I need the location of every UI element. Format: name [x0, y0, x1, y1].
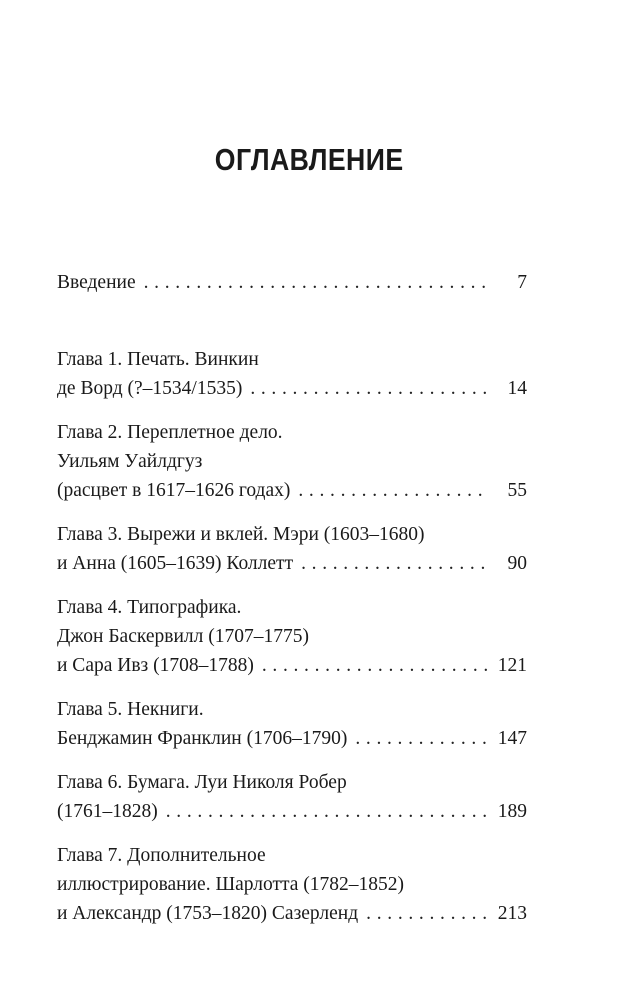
toc-entry-title: и Сара Ивз (1708–1788) — [57, 655, 254, 676]
leader-dots — [144, 268, 487, 297]
toc-entry-title: Глава 4. Типографика. — [57, 597, 242, 618]
toc-entry-chapter-3 — [57, 520, 527, 578]
toc-entry-chapter-4 — [57, 593, 527, 680]
toc-page-number: 121 — [497, 655, 527, 676]
toc-entry-title: Глава 2. Переплетное дело. — [57, 422, 283, 443]
toc-entry-title: Глава 3. Вырежи и вклей. Мэри (1603–1680) — [57, 524, 425, 545]
leader-dots — [298, 476, 487, 505]
toc-page-number: 90 — [507, 553, 527, 574]
toc-page-number: 55 — [507, 480, 527, 501]
toc-entry-chapter-2 — [57, 418, 527, 505]
toc-page-number: 147 — [497, 728, 527, 749]
toc-entry-title: Глава 1. Печать. Винкин — [57, 349, 259, 370]
toc-entry-title: и Александр (1753–1820) Сазерленд — [57, 903, 359, 924]
toc-entry-chapter-1 — [57, 345, 527, 403]
toc-page-number: 14 — [507, 378, 527, 399]
leader-dots — [250, 374, 487, 403]
toc-page-number: 7 — [517, 272, 527, 293]
toc-entry-chapter-7 — [57, 841, 527, 928]
toc-entry-title: и Анна (1605–1639) Коллетт — [57, 553, 294, 574]
leader-dots — [355, 724, 487, 753]
toc-entry-title: (1761–1828) — [57, 801, 158, 822]
toc-entry-chapter-6 — [57, 768, 527, 826]
toc-entry-title: иллюстрирование. Шарлотта (1782–1852) — [57, 874, 405, 895]
toc-entry-title: де Ворд (?–1534/1535) — [57, 378, 243, 399]
page-title: ОГЛАВЛЕНИЕ — [214, 142, 404, 177]
toc-entry-chapter-5 — [57, 695, 527, 753]
toc-entry-title: Джон Баскервилл (1707–1775) — [57, 626, 309, 647]
leader-dots — [166, 797, 487, 826]
leader-dots — [301, 549, 487, 578]
toc-entry-title: Глава 7. Дополнительное — [57, 845, 266, 866]
toc-entry-title: Глава 5. Некниги. — [57, 699, 204, 720]
toc-entry-introduction — [57, 268, 527, 297]
table-of-contents — [57, 268, 527, 943]
toc-entry-title: (расцвет в 1617–1626 годах) — [57, 480, 291, 501]
leader-dots — [262, 651, 487, 680]
toc-entry-title: Бенджамин Франклин (1706–1790) — [57, 728, 348, 749]
toc-entry-title: Введение — [57, 272, 136, 293]
toc-entry-title: Уильям Уайлдгуз — [57, 451, 203, 472]
leader-dots — [366, 899, 487, 928]
toc-page-number: 213 — [497, 903, 527, 924]
toc-page-number: 189 — [497, 801, 527, 822]
toc-entry-title: Глава 6. Бумага. Луи Николя Робер — [57, 772, 347, 793]
